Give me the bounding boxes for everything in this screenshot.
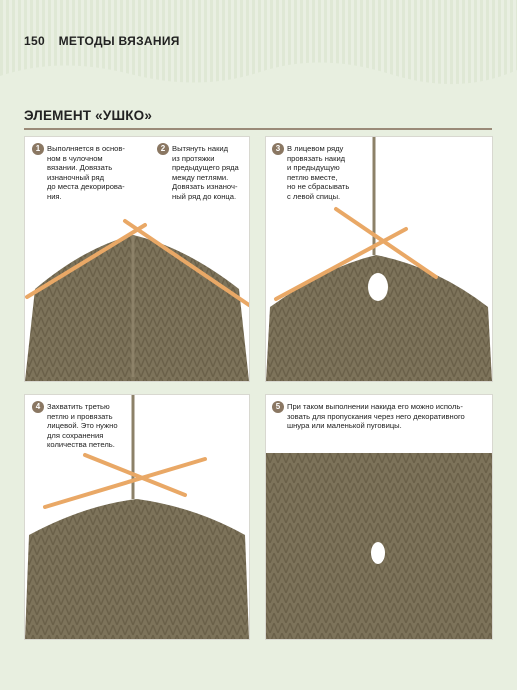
knit-photo-5 (266, 453, 492, 639)
step-text-3: В лицевом ряду провязать накид и предыдущую петлю вместе, но не сбрасывать с левой спицы. (287, 144, 350, 201)
step-badge-3: 3 (272, 143, 284, 155)
step-panel-5 (265, 394, 493, 640)
step-text-2: Вытянуть накид из протяжки предыдущего ряда между петлями. Довязать изнаноч- ный ряд до конца. (172, 144, 239, 201)
step-badge-2: 2 (157, 143, 169, 155)
step-badge-4: 4 (32, 401, 44, 413)
step-panel-1-2 (24, 136, 250, 382)
page-number: 150 (24, 34, 45, 48)
step-panel-3 (265, 136, 493, 382)
section-title: ЭЛЕМЕНТ «УШКО» (24, 108, 153, 123)
decorative-knit-band (0, 0, 517, 98)
chapter-title: МЕТОДЫ ВЯЗАНИЯ (58, 34, 180, 48)
step-badge-1: 1 (32, 143, 44, 155)
step-panel-4 (24, 394, 250, 640)
step-text-5: При таком выполнении накида его можно исполь- зовать для пропускания через него декоративного шнура или маленькой пуговицы. (287, 402, 465, 431)
title-rule (24, 128, 492, 130)
step-text-4: Захватить третью петлю и провязать лицевой. Это нужно для сохранения количества петель. (47, 402, 118, 450)
step-badge-5: 5 (272, 401, 284, 413)
running-header (24, 34, 180, 48)
step-text-1: Выполняется в основ- ном в чулочном вязании. Довязать изнаночный ряд до места декорирова- ния. (47, 144, 125, 201)
